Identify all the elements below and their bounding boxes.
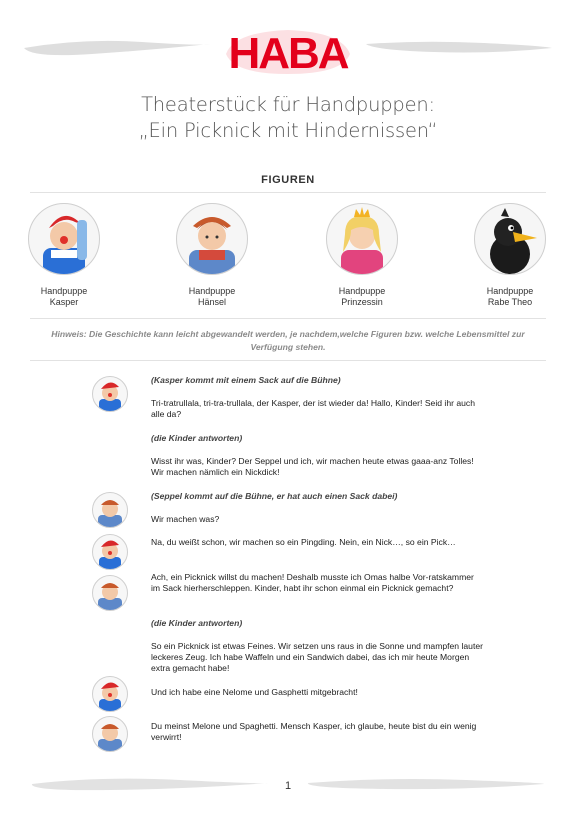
- figure-label-line2: Kasper: [49, 297, 79, 307]
- script-line: Wisst ihr was, Kinder? Der Seppel und ich, wir machen heute etwas gaaa-anz Tolles! Wir machen nämlich ein Nickdick!: [151, 456, 474, 477]
- kasper-avatar-icon: [92, 676, 128, 712]
- script-line: So ein Picknick ist etwas Feines. Wir setzen uns raus in die Sonne und mampfen lauter leckeres Zeug. Ich habe Waffeln und ein Sandwich dabei, das ich mir heute Morgen extra gemacht habe!: [151, 641, 483, 673]
- figure-label-line2: Prinzessin: [341, 297, 383, 307]
- figure-prinzessin: [312, 203, 412, 308]
- divider-lower: [30, 360, 546, 361]
- section-heading: FIGUREN: [261, 174, 315, 186]
- top-right-swoosh: [364, 36, 554, 58]
- script-line: Na, du weißt schon, wir machen so ein Pingding. Nein, ein Nick…, so ein Pick…: [151, 537, 456, 547]
- title-line-2: „Ein Picknick mit Hindernissen“: [138, 119, 438, 142]
- script-line: Ach, ein Picknick willst du machen! Deshalb musste ich Omas halbe Vor-ratskammer im Sack hierherschleppen. Kinder, habt ihr schon einmal ein Picknick gemacht?: [151, 572, 474, 593]
- script-line: Du meinst Melone und Spaghetti. Mensch Kasper, ich glaube, heute bist du ein wenig verwirrt!: [151, 721, 477, 742]
- figure-label-line1: Handpuppe: [338, 286, 386, 296]
- raven-puppet-icon: [474, 203, 546, 275]
- haensel-avatar-icon: [92, 492, 128, 528]
- haensel-puppet-icon: [176, 203, 248, 275]
- script-line: (Seppel kommt auf die Bühne, er hat auch einen Sack dabei): [151, 491, 398, 501]
- figure-label-line1: Handpuppe: [486, 286, 534, 296]
- divider-middle: [30, 318, 546, 319]
- princess-puppet-icon: [326, 203, 398, 275]
- figure-rabe-theo: [460, 203, 560, 308]
- figure-haensel: [162, 203, 262, 308]
- kasper-avatar-icon: [92, 376, 128, 412]
- top-left-swoosh: [22, 36, 212, 58]
- script-line: Und ich habe eine Nelome und Gasphetti mitgebracht!: [151, 687, 358, 697]
- haba-logo: [224, 24, 352, 76]
- script-line: (die Kinder antworten): [151, 433, 243, 443]
- script-line: Tri-tratrullala, tri-tra-trullala, der Kasper, der ist wieder da! Hallo, Kinder! Seid ihr auch alle da?: [151, 398, 475, 419]
- kasper-avatar-icon: [92, 534, 128, 570]
- page-number: 1: [284, 780, 292, 792]
- divider-top: [30, 192, 546, 193]
- figure-label-line2: Hänsel: [197, 297, 226, 307]
- haensel-avatar-icon: [92, 716, 128, 752]
- logo-text: HABA: [228, 29, 348, 76]
- script-line: Wir machen was?: [151, 514, 220, 524]
- kasper-puppet-icon: [28, 203, 100, 275]
- hint-note: Hinweis: Die Geschichte kann leicht abgewandelt werden, je nachdem,welche Figuren bzw. welche Lebensmittel zur Verfügung stehen.: [51, 329, 525, 352]
- figure-kasper: [14, 203, 114, 308]
- figure-label-line1: Handpuppe: [40, 286, 88, 296]
- script-line: (die Kinder antworten): [151, 618, 243, 628]
- haensel-avatar-icon: [92, 575, 128, 611]
- title-line-1: Theaterstück für Handpuppen:: [141, 93, 435, 116]
- script-line: (Kasper kommt mit einem Sack auf die Bühne): [151, 375, 341, 385]
- figure-label-line2: Rabe Theo: [487, 297, 533, 307]
- page-title: [0, 92, 576, 144]
- figure-label-line1: Handpuppe: [188, 286, 236, 296]
